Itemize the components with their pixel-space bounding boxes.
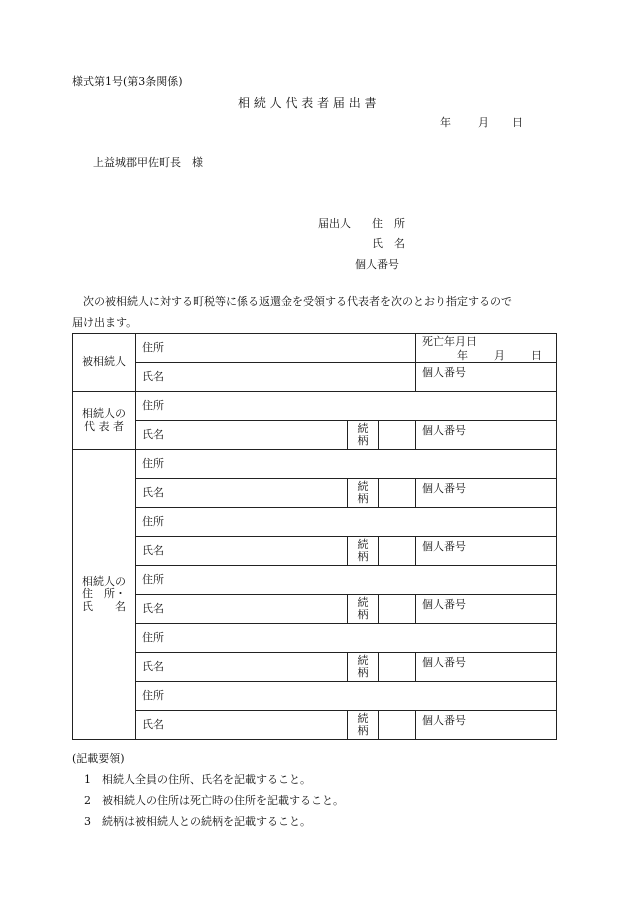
heir-name-cell[interactable] — [136, 595, 348, 624]
note-text: 相続人全員の住所、氏名を記載すること。 — [102, 773, 311, 786]
representative-label-cell — [73, 392, 136, 450]
note-text: 続柄は被相続人との続柄を記載すること。 — [102, 815, 311, 828]
note-text: 被相続人の住所は死亡時の住所を記載すること。 — [102, 794, 344, 807]
relation-label-cell — [348, 653, 379, 682]
heir-name-cell[interactable] — [136, 479, 348, 508]
name-label: 氏名 — [142, 543, 164, 557]
death-day-label: 日 — [531, 348, 543, 362]
death-month-label: 月 — [494, 348, 506, 362]
heir-representative-table — [72, 333, 557, 740]
date-year-label: 年 — [440, 116, 451, 129]
note-number: 1 — [84, 773, 91, 786]
address-label: 住所 — [142, 514, 164, 528]
heir-number-cell[interactable] — [416, 479, 557, 508]
name-label: 氏名 — [142, 427, 164, 441]
intro-line-1: 次の被相続人に対する町税等に係る返還金を受領する代表者を次のとおり指定するので — [72, 295, 512, 308]
decedent-number-cell[interactable] — [416, 363, 557, 392]
note-item — [72, 792, 344, 808]
address-label: 住所 — [142, 572, 164, 586]
submitter-label: 届出人 — [318, 217, 351, 230]
decedent-label: 被相続人 — [82, 355, 126, 369]
heir-number-cell[interactable] — [416, 653, 557, 682]
address-label: 住所 — [142, 398, 164, 412]
personal-number-label: 個人番号 — [422, 714, 467, 728]
heir-name-cell[interactable] — [136, 653, 348, 682]
submitter-name-label: 氏 名 — [372, 237, 405, 250]
heir-address-cell[interactable] — [136, 682, 557, 711]
note-item — [72, 771, 311, 787]
personal-number-label: 個人番号 — [422, 598, 467, 612]
death-date-label: 死亡年月日 — [422, 335, 478, 348]
relation-label-1: 続 — [357, 537, 369, 551]
name-label: 氏名 — [142, 717, 164, 731]
personal-number-label: 個人番号 — [422, 656, 467, 670]
name-label: 氏名 — [142, 659, 164, 673]
decedent-label-cell — [73, 334, 136, 392]
relation-label-1: 続 — [357, 653, 369, 667]
submitter-address-label: 住 所 — [372, 217, 405, 230]
relation-label-2: 柄 — [357, 550, 369, 564]
heir-number-cell[interactable] — [416, 711, 557, 740]
address-label: 住所 — [142, 340, 164, 354]
heir-name-cell[interactable] — [136, 537, 348, 566]
form-number: 様式第1号(第3条関係) — [72, 75, 183, 88]
decedent-address-cell[interactable] — [136, 334, 416, 363]
relation-label-1: 続 — [357, 595, 369, 609]
heir-relation-cell[interactable] — [379, 595, 416, 624]
addressee: 上益城郡甲佐町長 様 — [93, 156, 203, 169]
personal-number-label: 個人番号 — [422, 366, 467, 380]
address-label: 住所 — [142, 456, 164, 470]
date-day-label: 日 — [512, 116, 523, 129]
submitter-number-label: 個人番号 — [355, 258, 399, 271]
heir-relation-cell[interactable] — [379, 653, 416, 682]
heirs-label-line-3: 氏 名 — [82, 600, 126, 614]
relation-label-2: 柄 — [357, 724, 369, 738]
heir-number-cell[interactable] — [416, 537, 557, 566]
heir-address-cell[interactable] — [136, 508, 557, 537]
representative-label-line-2: 代 表 者 — [84, 419, 124, 433]
heirs-label-line-2: 住 所・ — [82, 587, 126, 601]
relation-label-1: 続 — [357, 421, 369, 435]
relation-label-2: 柄 — [357, 492, 369, 506]
name-label: 氏名 — [142, 485, 164, 499]
heir-relation-cell[interactable] — [379, 479, 416, 508]
personal-number-label: 個人番号 — [422, 540, 467, 554]
note-number: 2 — [84, 794, 91, 807]
relation-label-1: 続 — [357, 479, 369, 493]
representative-address-cell[interactable] — [136, 392, 557, 421]
personal-number-label: 個人番号 — [422, 424, 467, 438]
heir-relation-cell[interactable] — [379, 711, 416, 740]
heir-name-cell[interactable] — [136, 711, 348, 740]
heir-address-cell[interactable] — [136, 624, 557, 653]
death-year-label: 年 — [457, 348, 469, 362]
death-date-cell[interactable] — [416, 334, 557, 363]
relation-label-cell — [348, 537, 379, 566]
relation-label-cell — [348, 595, 379, 624]
relation-label-cell — [348, 421, 379, 450]
decedent-name-cell[interactable] — [136, 363, 416, 392]
representative-relation-cell[interactable] — [379, 421, 416, 450]
relation-label-cell — [348, 479, 379, 508]
representative-label-line-1: 相続人の — [82, 407, 126, 421]
heir-number-cell[interactable] — [416, 595, 557, 624]
relation-label-cell — [348, 711, 379, 740]
address-label: 住所 — [142, 688, 164, 702]
note-number: 3 — [84, 815, 91, 828]
name-label: 氏名 — [142, 369, 164, 383]
heir-address-cell[interactable] — [136, 566, 557, 595]
notes-heading: (記載要領) — [72, 752, 125, 765]
heirs-label-line-1: 相続人の — [82, 574, 126, 588]
relation-label-2: 柄 — [357, 666, 369, 680]
document-title: 相 続 人 代 表 者 届 出 書 — [238, 96, 377, 110]
intro-line-2: 届け出ます。 — [72, 316, 138, 329]
relation-label-2: 柄 — [357, 608, 369, 622]
representative-number-cell[interactable] — [416, 421, 557, 450]
heirs-label-cell — [73, 450, 136, 740]
name-label: 氏名 — [142, 601, 164, 615]
heir-address-cell[interactable] — [136, 450, 557, 479]
personal-number-label: 個人番号 — [422, 482, 467, 496]
representative-name-cell[interactable] — [136, 421, 348, 450]
heir-relation-cell[interactable] — [379, 537, 416, 566]
relation-label-2: 柄 — [357, 434, 369, 448]
date-month-label: 月 — [478, 116, 489, 129]
relation-label-1: 続 — [357, 711, 369, 725]
address-label: 住所 — [142, 630, 164, 644]
note-item — [72, 813, 311, 829]
